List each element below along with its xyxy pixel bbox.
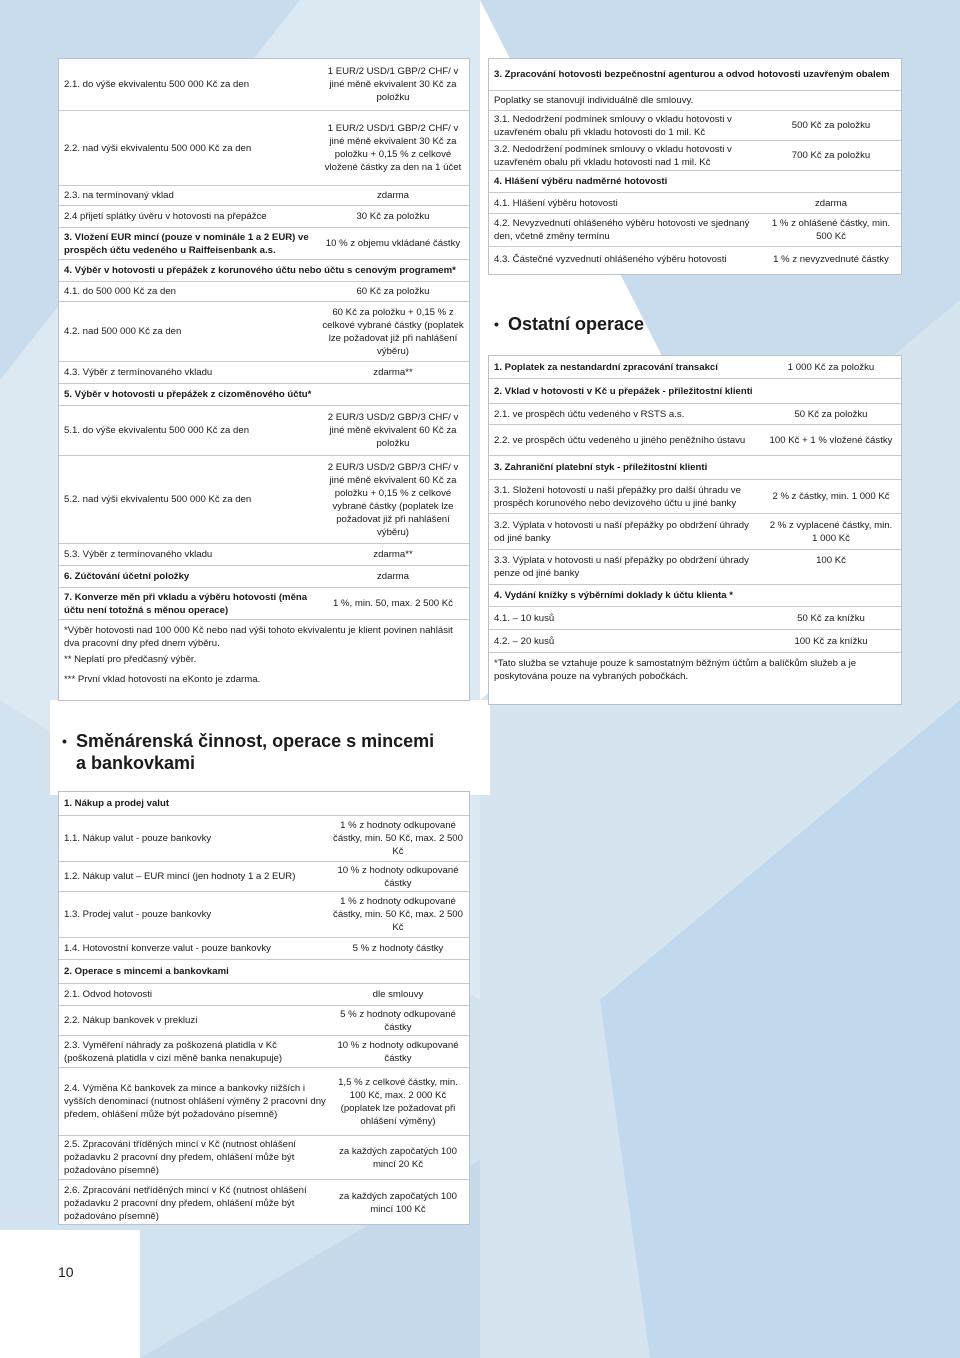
section-header: 1. Nákup a prodej valut [64,798,170,809]
table-row [59,59,469,111]
row-value: 1 % z nevyzvednuté částky [773,254,889,265]
row-label: 2.4 přijetí splátky úvěru v hotovosti na přepážce [64,211,267,222]
table-row [59,862,469,892]
row-value: 60 Kč za položku + 0,15 % z celkové vybrané částky (poplatek lze požadovat již při nahlášení výběru) [322,306,464,357]
row-label: 3.1. Složení hotovosti u naší přepážky pro další úhradu ve prospěch korunového nebo devizového účtu u jiné banky [494,484,741,509]
footnote-text: ** Neplatí pro předčasný výběr. [64,654,197,665]
row-label: 4.2. Nevyzvednutí ohlášeného výběru hotovosti ve sjednaný den, včetně změny termínu [494,218,750,242]
row-label: 4.2. – 20 kusů [494,635,555,647]
section-header: 4. Hlášení výběru nadměrné hotovosti [494,176,668,187]
heading-line-1: Směnárenská činnost, operace s mincemi [76,731,435,751]
row-value: 30 Kč za položku [356,211,430,222]
row-value: 10 % z hodnoty odkupované částky [337,864,459,889]
section-header: 4. Výběr v hotovosti u přepážek z korunového účtu nebo účtu s cenovým programem* [64,265,456,276]
row-label: 1.1. Nákup valut - pouze bankovky [64,833,212,844]
row-label: 1.3. Prodej valut - pouze bankovky [64,909,212,920]
row-value: zdarma [377,190,409,201]
section-header-row [489,379,901,404]
section-header-row [489,59,901,91]
row-label: 5.3. Výběr z termínovaného vkladu [64,549,213,560]
table-row [59,186,469,206]
row-value: zdarma** [373,549,413,560]
table-row [489,193,901,214]
top-left-fees-table [58,58,470,701]
row-value: 100 Kč [816,555,846,566]
row-value: 100 Kč + 1 % vložené částky [769,434,893,446]
row-value: 50 Kč za položku [794,408,868,420]
table-row [489,514,901,550]
table-row [59,938,469,960]
table-row [59,1036,469,1068]
row-label: 4.3. Výběr z termínovaného vkladu [64,367,213,378]
row-label: Poplatky se stanovují individuálně dle smlouvy. [494,95,694,106]
row-value: 500 Kč za položku [791,120,871,131]
footnote-text: *Tato služba se vztahuje pouze k samostatným běžným účtům a balíčkům služeb a je poskytována pouze na vybraných pobočkách. [494,658,857,682]
table-row [489,550,901,585]
bullet-icon: • [494,316,499,332]
section-header: 5. Výběr v hotovosti u přepážek z cizoměnového účtu* [64,389,312,400]
table-row [59,566,469,588]
row-label: 2.2. ve prospěch účtu vedeného u jiného peněžního ústavu [494,434,746,446]
row-label: 2.1. Odvod hotovosti [64,989,152,1000]
table-row [489,425,901,456]
row-value: 5 % z hodnoty částky [352,943,444,954]
row-value: 1 % z ohlášené částky, min. 500 Kč [771,218,891,242]
table-row [59,892,469,938]
row-value: 2 % z vyplacené částky, min. 1 000 Kč [769,519,893,544]
row-label: 3.3. Výplata v hotovosti u naší přepážky po obdržení úhrady penze od jiné banky [494,555,749,579]
row-value: zdarma [377,571,409,582]
row-label: 6. Zúčtování účetní položky [64,571,190,582]
row-label: 3.1. Nedodržení podmínek smlouvy o vkladu hotovosti v uzavřeném obalu při vkladu hotovosti do 1 mil. Kč [494,113,732,138]
row-value: za každých započatých 100 mincí 20 Kč [339,1145,457,1170]
row-value: 1 % z hodnoty odkupované částky, min. 50 Kč, max. 2 500 Kč [333,896,463,933]
row-value: 10 % z hodnoty odkupované částky [337,1039,459,1064]
other-operations-table [488,355,902,705]
section-heading-smenarna [62,730,435,774]
table-row [59,984,469,1006]
row-value: 1 EUR/2 USD/1 GBP/2 CHF/ v jiné měně ekvivalent 30 Kč za položku + 0,15 % z celkové vložené částky za den na 1 účet [324,123,462,173]
table-row [489,607,901,630]
page-number: 10 [58,1264,74,1280]
table-row [59,1006,469,1036]
row-value: zdarma [815,197,847,209]
row-value: 1 %, min. 50, max. 2 500 Kč [333,598,453,609]
row-value: 10 % z objemu vkládané částky [325,238,461,249]
table-row [59,588,469,620]
table-row [59,111,469,186]
row-label: 2.3. Vyměření náhrady za poškozená platidla v Kč (poškozená platidla v cizí měně banka nenakupuje) [64,1039,283,1064]
row-label: 4.3. Částečné vyzvednutí ohlášeného výběru hotovosti [494,254,727,265]
row-label: 2.6. Zpracování netříděných mincí v Kč (nutnost ohlášení požadavku 2 pracovní dny předem, ohlášení může být požadováno písemně) [64,1184,307,1222]
table-row [59,362,469,384]
exchange-operations-table [58,791,470,1225]
section-header-row [59,792,469,816]
section-header-row [59,960,469,984]
row-value: 2 % z částky, min. 1 000 Kč [772,491,890,502]
footnote-text: *Výběr hotovosti nad 100 000 Kč nebo nad výši tohoto ekvivalentu je klient povinen nahlásit dva pracovní dny před dnem výběru. [64,625,453,649]
table-row [489,630,901,653]
row-label: 7. Konverze měn při vkladu a výběru hotovosti (měna účtu není totožná s měnou operace) [64,591,308,616]
section-header: 3. Zpracování hotovosti bezpečnostní agenturou a odvod hotovosti uzavřeným obalem [494,69,890,80]
row-label: 4.2. nad 500 000 Kč za den [64,326,182,337]
row-label: 2.2. Nákup bankovek v prekluzi [64,1015,198,1026]
row-label: 2.3. na termínovaný vklad [64,190,174,201]
row-label: 4.1. Hlášení výběru hotovosti [494,197,618,209]
section-header-row [489,456,901,480]
table-row [489,356,901,379]
section-header-row [59,260,469,282]
table-row [489,214,901,247]
row-label: 1.2. Nákup valut – EUR mincí (jen hodnoty 1 a 2 EUR) [64,871,296,882]
row-value: zdarma** [373,367,413,378]
row-label: 5.2. nad výši ekvivalentu 500 000 Kč za den [64,494,252,505]
table-row [59,282,469,302]
row-label: 1.4. Hotovostní konverze valut - pouze bankovky [64,943,271,954]
table-row [489,141,901,171]
row-value: 60 Kč za položku [356,286,430,297]
row-value: 1 000 Kč za položku [787,361,875,373]
row-label: 5.1. do výše ekvivalentu 500 000 Kč za den [64,425,250,436]
heading-text: Ostatní operace [508,314,645,334]
row-value: 700 Kč za položku [791,150,871,161]
section-header-row [489,585,901,607]
section-header: 2. Vklad v hotovosti v Kč u přepážek - příležitostní klienti [494,385,753,397]
footnote [59,650,469,670]
table-row [59,206,469,228]
row-label: 3. Vložení EUR mincí (pouze v nominále 1 a 2 EUR) ve prospěch účtu vedeného u Raiffeisenbank a.s. [64,231,309,256]
table-row [59,816,469,862]
section-header: 3. Zahraniční platební styk - příležitostní klienti [494,462,708,473]
section-heading-ostatni [494,313,645,335]
row-label: 2.5. Zpracování tříděných mincí v Kč (nutnost ohlášení požadavku 2 pracovní dny předem, ohlášení může být požadováno písemně) [64,1139,296,1176]
table-row [489,480,901,514]
row-value: 50 Kč za knížku [797,612,865,624]
table-row [59,544,469,566]
row-value: 5 % z hodnoty odkupované částky [340,1008,456,1033]
row-label: 2.1. do výše ekvivalentu 500 000 Kč za den [64,79,250,90]
table-row [489,111,901,141]
footnote [59,620,469,650]
section-header: 2. Operace s mincemi a bankovkami [64,966,229,977]
row-label: 4.1. do 500 000 Kč za den [64,286,177,297]
row-label: 2.1. ve prospěch účtu vedeného v RSTS a.s. [494,408,685,420]
table-row [59,1180,469,1226]
table-row [59,228,469,260]
bullet-icon: • [62,733,67,749]
row-value: 1,5 % z celkové částky, min. 100 Kč, max. 2 000 Kč (poplatek lze požadovat při ohlášení výměny) [338,1076,458,1127]
row-value: 2 EUR/3 USD/2 GBP/3 CHF/ v jiné měně ekvivalent 60 Kč za položku + 0,15 % z celkové vybrané částky (poplatek lze požadovat již při nahlášení výběru) [327,461,459,538]
section-header: 4. Vydání knížky s výběrními doklady k účtu klienta * [494,590,734,601]
row-value: 2 EUR/3 USD/2 GBP/3 CHF/ v jiné měně ekvivalent 60 Kč za položku [327,412,459,449]
table-row [59,1136,469,1180]
table-row [59,456,469,544]
section-header-row [489,171,901,193]
row-value: 100 Kč za knížku [794,635,868,647]
table-row [489,404,901,425]
table-row [489,247,901,272]
row-label: 4.1. – 10 kusů [494,612,555,624]
row-label: 3.2. Výplata v hotovosti u naší přepážky po obdržení úhrady od jiné banky [494,519,749,544]
table-row [489,91,901,111]
footnote [59,670,469,692]
row-value: dle smlouvy [372,989,424,1000]
heading-line-2: a bankovkami [76,753,196,773]
table-row [59,1068,469,1136]
table-row [59,302,469,362]
table-row [59,406,469,456]
row-value: 1 EUR/2 USD/1 GBP/2 CHF/ v jiné měně ekvivalent 30 Kč za položku [327,66,459,103]
footnote-text: *** První vklad hotovosti na eKonto je zdarma. [64,674,261,685]
footnote [489,653,901,693]
row-value: 1 % z hodnoty odkupované částky, min. 50 Kč, max. 2 500 Kč [333,820,463,857]
top-right-fees-table [488,58,902,275]
section-header-row [59,384,469,406]
row-label: 2.2. nad výši ekvivalentu 500 000 Kč za den [64,142,252,154]
row-label: 2.4. Výměna Kč bankovek za mince a bankovky nižších i vyšších denominací (nutnost ohlášení výměny 2 pracovní dny předem, ohlášení může být požadováno písemně) [64,1083,326,1120]
row-value: za každých započatých 100 mincí 100 Kč [339,1191,457,1215]
row-label: 1. Poplatek za nestandardní zpracování transakcí [494,361,718,373]
row-label: 3.2. Nedodržení podmínek smlouvy o vkladu hotovosti v uzavřeném obalu při vkladu hotovosti nad 1 mil. Kč [494,143,732,168]
